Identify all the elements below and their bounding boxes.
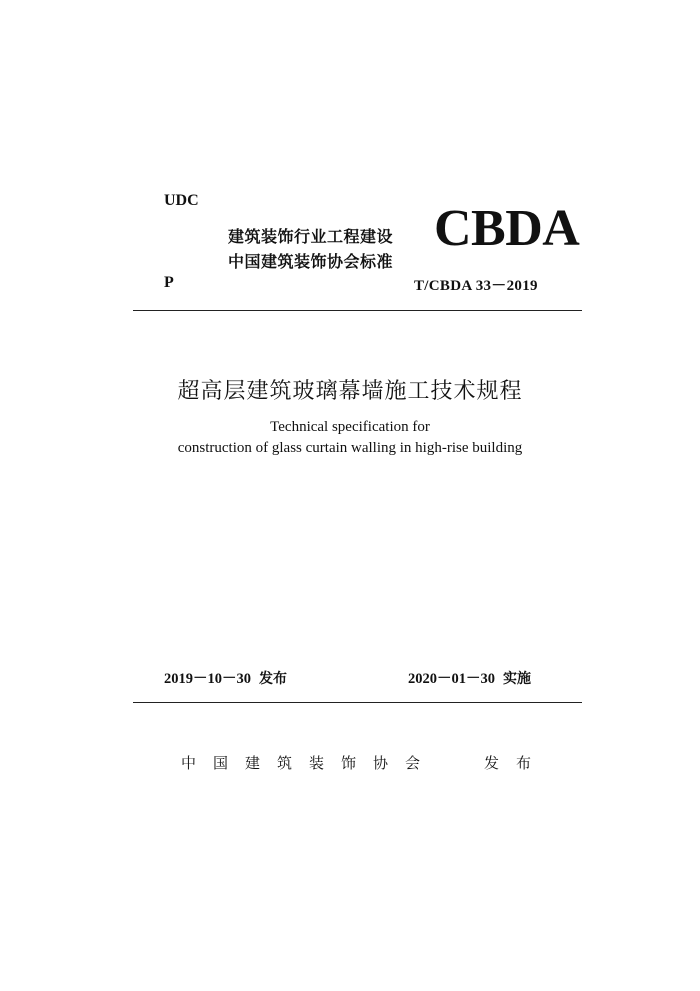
implement-date: 2020－01－30 bbox=[408, 671, 495, 687]
release-date-block bbox=[164, 667, 287, 688]
classification-code: P bbox=[164, 274, 174, 291]
implement-date-block bbox=[408, 667, 531, 688]
standard-number: T/CBDA 33－2019 bbox=[414, 278, 538, 294]
issuer-name: 中国建筑装饰协会 bbox=[181, 754, 438, 772]
organization-block bbox=[228, 224, 393, 274]
header-divider bbox=[133, 310, 582, 311]
cbda-logo-text: CBDA bbox=[434, 200, 580, 257]
release-date: 2019－10－30 bbox=[164, 671, 251, 687]
organization-line-1: 建筑装饰行业工程建设 bbox=[228, 227, 394, 246]
organization-line-2: 中国建筑装饰协会标准 bbox=[228, 252, 394, 271]
implement-label: 实施 bbox=[503, 671, 531, 687]
title-english bbox=[0, 417, 700, 459]
title-english-line-1: Technical specification for bbox=[270, 419, 430, 435]
footer-divider bbox=[133, 702, 582, 703]
title-english-line-2: construction of glass curtain walling in high-rise building bbox=[177, 440, 523, 456]
title-chinese: 超高层建筑玻璃幕墙施工技术规程 bbox=[177, 379, 523, 404]
udc-label: UDC bbox=[164, 192, 199, 209]
release-label: 发布 bbox=[259, 671, 287, 687]
issuer-verb: 发布 bbox=[484, 754, 549, 772]
